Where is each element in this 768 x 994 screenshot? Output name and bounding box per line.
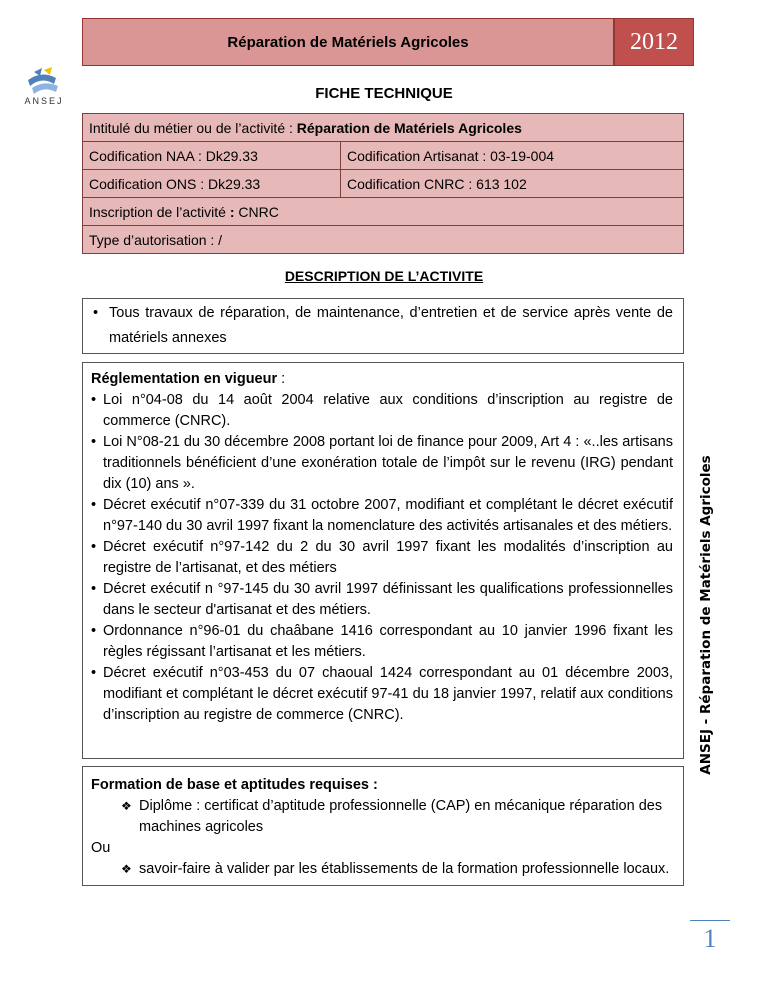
inscription-value: CNRC	[238, 203, 279, 220]
description-box	[82, 298, 684, 354]
reglementation-box	[82, 362, 684, 759]
artisanat-cell: Codification Artisanat : 03-19-004	[341, 142, 684, 170]
list-item: • Décret exécutif n°97-142 du 2 du 30 avril 1997 fixant les modalités d’inscription au registre de l’artisanat, et des métiers	[91, 537, 673, 579]
formation-item-diplome: ❖ Diplôme : certificat d’aptitude professionnelle (CAP) en mécanique réparation des machines agricoles	[91, 796, 673, 838]
naa-cell: Codification NAA : Dk29.33	[83, 142, 341, 170]
side-label-text: ANSEJ - Réparation de Matériels Agricoles	[698, 455, 714, 775]
reglementation-title: Réglementation en vigueur	[91, 371, 278, 387]
list-item: • Décret exécutif n°07-339 du 31 octobre 2007, modifiant et complétant le décret exécutif n°97-140 du 30 avril 1997 fixant la nomenclature des activités artisanales et des métiers.	[91, 495, 673, 537]
list-item: • Décret exécutif n°03-453 du 07 chaoual 1424 correspondant au 01 décembre 2003, modifiant et complétant le décret exécutif 97-41 du 18 janvier 1997, relatif aux conditions d’inscription au registre de commerce (CNRC).	[91, 663, 673, 726]
header-year: 2012	[614, 18, 694, 66]
reglementation-list	[91, 390, 673, 726]
intitule-label: Intitulé du métier ou de l’activité :	[89, 119, 297, 136]
side-label	[696, 455, 716, 775]
list-item: • Loi N°08-21 du 30 décembre 2008 portant loi de finance pour 2009, Art 4 : «..les artisans traditionnels bénéficient d’une exonération totale de l’impôt sur le revenu (IRG) pendant dix (10) ans ».	[91, 432, 673, 495]
formation-box	[82, 766, 684, 886]
cnrc-cell: Codification CNRC : 613 102	[341, 170, 684, 198]
ons-cell: Codification ONS : Dk29.33	[83, 170, 341, 198]
inscription-colon: :	[229, 203, 239, 220]
list-item: • Décret exécutif n °97-145 du 30 avril 1997 définissant les qualifications professionnelles dans le secteur d'artisanat et des métiers.	[91, 579, 673, 621]
page-number-rule	[690, 920, 730, 921]
formation-item-savoir-faire: ❖ savoir-faire à valider par les établissements de la formation professionnelle locaux.	[91, 859, 673, 880]
inscription-label: Inscription de l’activité	[89, 203, 230, 220]
list-item: • Loi n°04-08 du 14 août 2004 relative aux conditions d’inscription au registre de commerce (CNRC).	[91, 390, 673, 432]
document-title: FICHE TECHNIQUE	[315, 85, 453, 102]
formation-ou: Ou	[91, 840, 111, 856]
description-title: DESCRIPTION DE L’ACTIVITE	[284, 268, 484, 284]
intitule-value: Réparation de Matériels Agricoles	[296, 119, 522, 136]
formation-title: Formation de base et aptitudes requises :	[91, 777, 378, 793]
inscription-cell	[83, 198, 684, 226]
reglementation-colon: :	[277, 371, 286, 387]
reglementation-heading	[91, 369, 673, 390]
logo-text: ANSEJ	[24, 96, 64, 106]
header-title: Réparation de Matériels Agricoles	[82, 18, 614, 66]
info-table	[82, 113, 684, 254]
page-number: 1	[703, 924, 717, 953]
description-item: • Tous travaux de réparation, de maintenance, d’entretien et de service après vente de matériels annexes	[93, 301, 673, 351]
autorisation-cell: Type d’autorisation : /	[83, 226, 684, 254]
intitule-cell	[83, 114, 684, 142]
list-item: • Ordonnance n°96-01 du chaâbane 1416 correspondant au 10 janvier 1996 fixant les règles régissant l’artisanat et les métiers.	[91, 621, 673, 663]
